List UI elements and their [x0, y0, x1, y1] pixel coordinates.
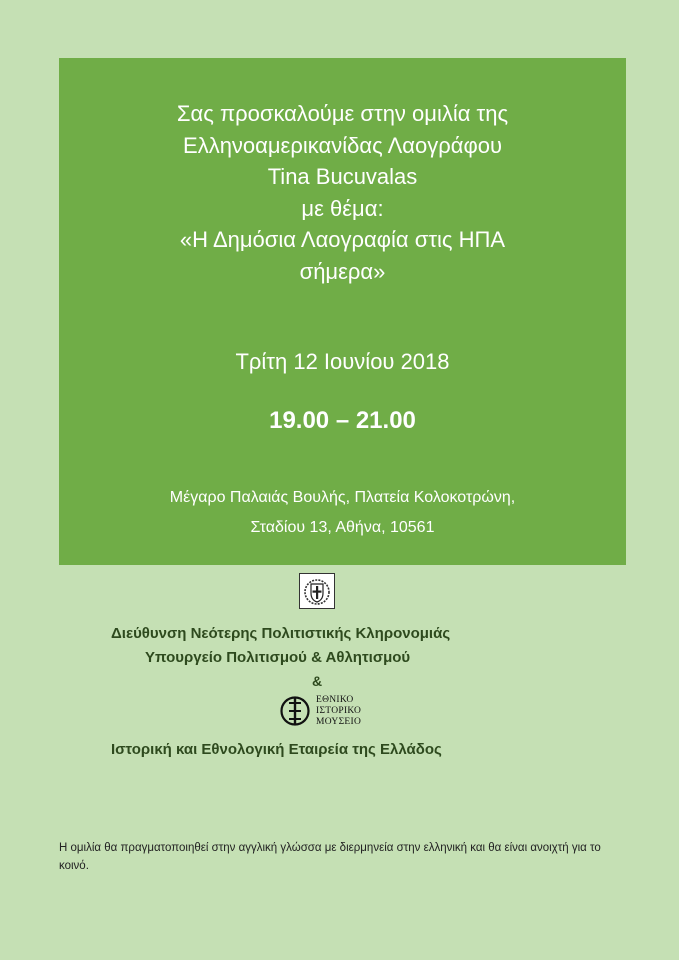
venue-line: Σταδίου 13, Αθήνα, 10561	[250, 519, 435, 536]
invitation-line: Σας προσκαλούμε στην ομιλία της	[176, 101, 509, 126]
event-date: Τρίτη 12 Ιουνίου 2018	[235, 349, 450, 374]
invitation-line: Ελληνοαμερικανίδας Λαογράφου	[183, 132, 502, 158]
invitation-panel	[59, 58, 626, 565]
speaker-name: Tina Bucuvalas	[267, 164, 418, 189]
talk-title-line: σήμερα»	[299, 258, 386, 284]
venue-line: Μέγαρο Παλαιάς Βουλής, Πλατεία Κολοκοτρώνη,	[169, 489, 516, 506]
organizer-ministry: Υπουργείο Πολιτισμού & Αθλητισμού	[145, 649, 411, 666]
event-venue	[59, 483, 626, 543]
ampersand: &	[312, 673, 323, 689]
talk-title-line: «Η Δημόσια Λαογραφία στις ΗΠΑ	[179, 227, 506, 252]
museum-logo-line: ΜΟΥΣΕΙΟ	[316, 717, 362, 727]
national-historical-museum-logo-icon	[279, 694, 311, 728]
museum-logo-line: ΙΣΤΟΡΙΚΟ	[316, 706, 362, 716]
event-time: 19.00 – 21.00	[269, 407, 416, 434]
museum-logo-line: ΕΘΝΙΚΟ	[316, 695, 354, 705]
invitation-line: με θέμα:	[301, 195, 384, 221]
organizer-directorate: Διεύθυνση Νεότερης Πολιτιστικής Κληρονομιάς	[111, 625, 451, 642]
museum-logo-text	[316, 695, 361, 728]
invitation-text	[59, 98, 626, 287]
greek-state-emblem-icon	[299, 573, 335, 609]
organizer-society: Ιστορική και Εθνολογική Εταιρεία της Ελλάδος	[111, 741, 442, 758]
language-note: Η ομιλία θα πραγματοποιηθεί στην αγγλική γλώσσα με διερμηνεία στην ελληνική και θα είναι ανοιχτή για το κοινό.	[59, 842, 601, 872]
